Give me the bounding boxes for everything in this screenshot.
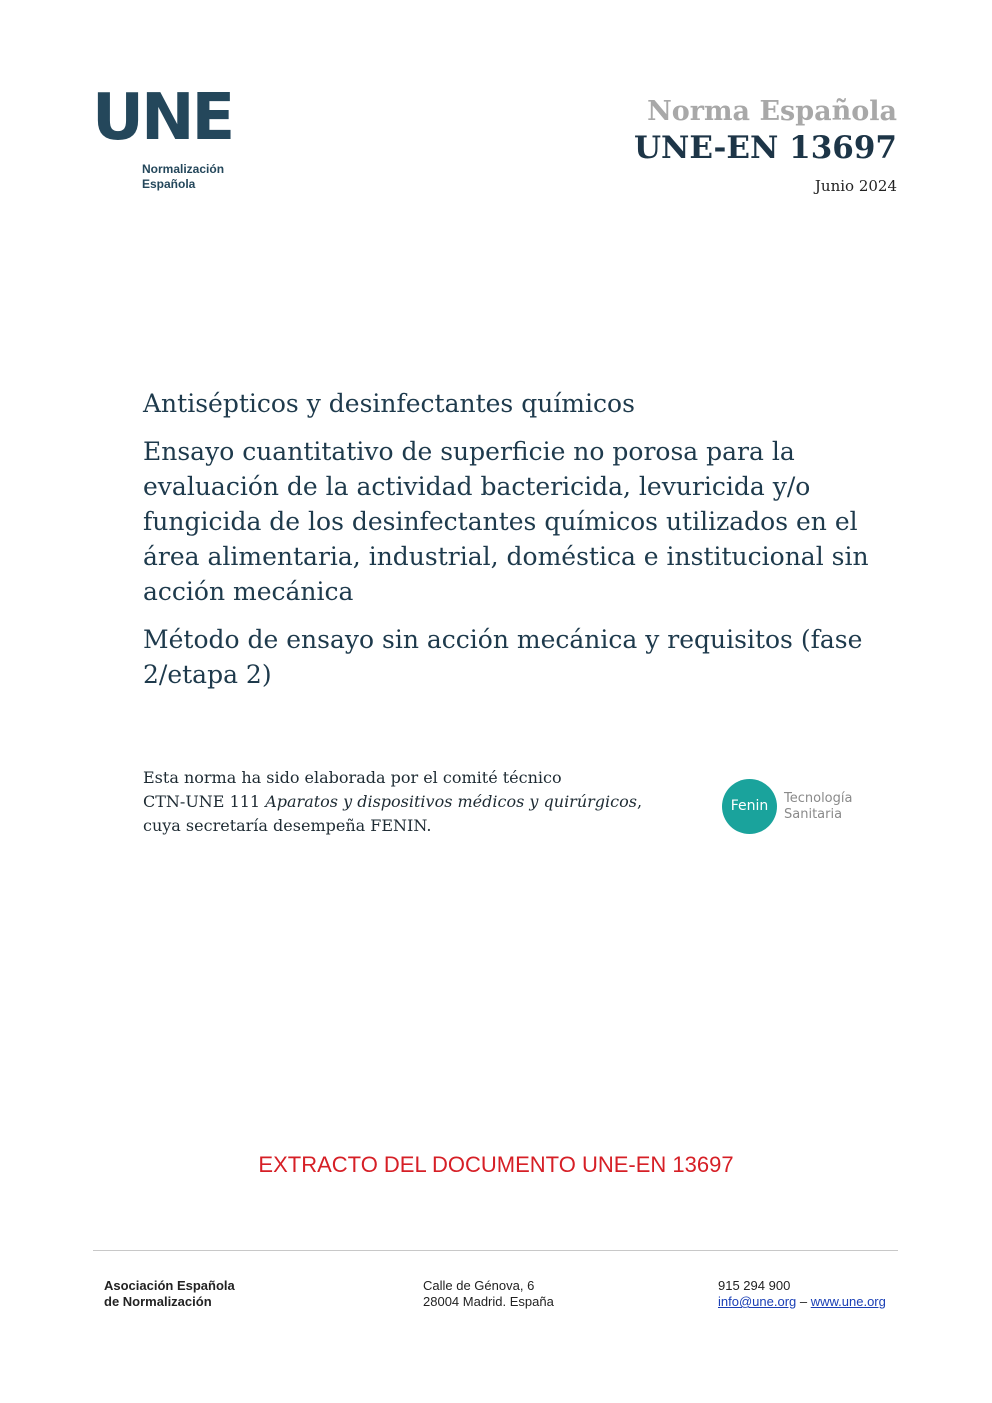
une-logo-subtitle <box>142 162 224 192</box>
footer-phone: 915 294 900 <box>718 1278 791 1293</box>
footer-links <box>718 1294 886 1310</box>
standard-label: Norma Española <box>647 96 897 127</box>
footer-org-line1: Asociación Española <box>104 1278 235 1293</box>
committee-statement <box>143 766 703 838</box>
title-line-1: Antisépticos y desinfectantes químicos <box>143 389 635 418</box>
une-logo <box>92 81 242 198</box>
footer-contact <box>718 1278 886 1310</box>
publication-date: Junio 2024 <box>814 177 897 195</box>
fenin-line2: Sanitaria <box>784 807 843 822</box>
fenin-circle: Fenin <box>722 779 777 834</box>
email-link[interactable]: info@une.org <box>718 1294 797 1309</box>
title-line-3: Método de ensayo sin acción mecánica y requisitos (fase 2/etapa 2) <box>143 625 863 689</box>
fenin-tagline <box>784 791 852 823</box>
link-separator: – <box>796 1294 811 1309</box>
committee-code: CTN-UNE 111 <box>143 792 266 811</box>
extract-notice: EXTRACTO DEL DOCUMENTO UNE-EN 13697 <box>258 1152 734 1177</box>
committee-comma: , <box>636 792 643 811</box>
footer-address <box>423 1278 554 1310</box>
une-sub-line1: Normalización <box>142 162 225 176</box>
footer-addr-line2: 28004 Madrid. España <box>423 1294 554 1309</box>
une-sub-line2: Española <box>142 177 196 191</box>
committee-line-2 <box>143 790 703 814</box>
title-line-2: Ensayo cuantitativo de superficie no porosa para la evaluación de la actividad bactericida, levuricida y/o fungicida de los desinfectantes químicos utilizados en el área alimentaria, industrial, doméstica e institucional sin acción mecánica <box>143 437 869 606</box>
footer-divider <box>93 1250 898 1251</box>
committee-text-1: Esta norma ha sido elaborada por el comité técnico <box>143 768 562 787</box>
website-link[interactable]: www.une.org <box>810 1294 886 1309</box>
footer-org-line2: de Normalización <box>104 1294 212 1309</box>
footer-organization <box>104 1278 235 1310</box>
une-wordmark: UNE <box>92 81 233 155</box>
committee-name: Aparatos y dispositivos médicos y quirúrgicos <box>265 792 637 811</box>
committee-text-3: cuya secretaría desempeña FENIN. <box>143 816 432 835</box>
fenin-logo <box>722 779 902 835</box>
fenin-line1: Tecnología <box>784 791 853 806</box>
standard-code: UNE-EN 13697 <box>633 130 897 166</box>
footer-addr-line1: Calle de Génova, 6 <box>423 1278 535 1293</box>
document-titles <box>143 386 883 692</box>
